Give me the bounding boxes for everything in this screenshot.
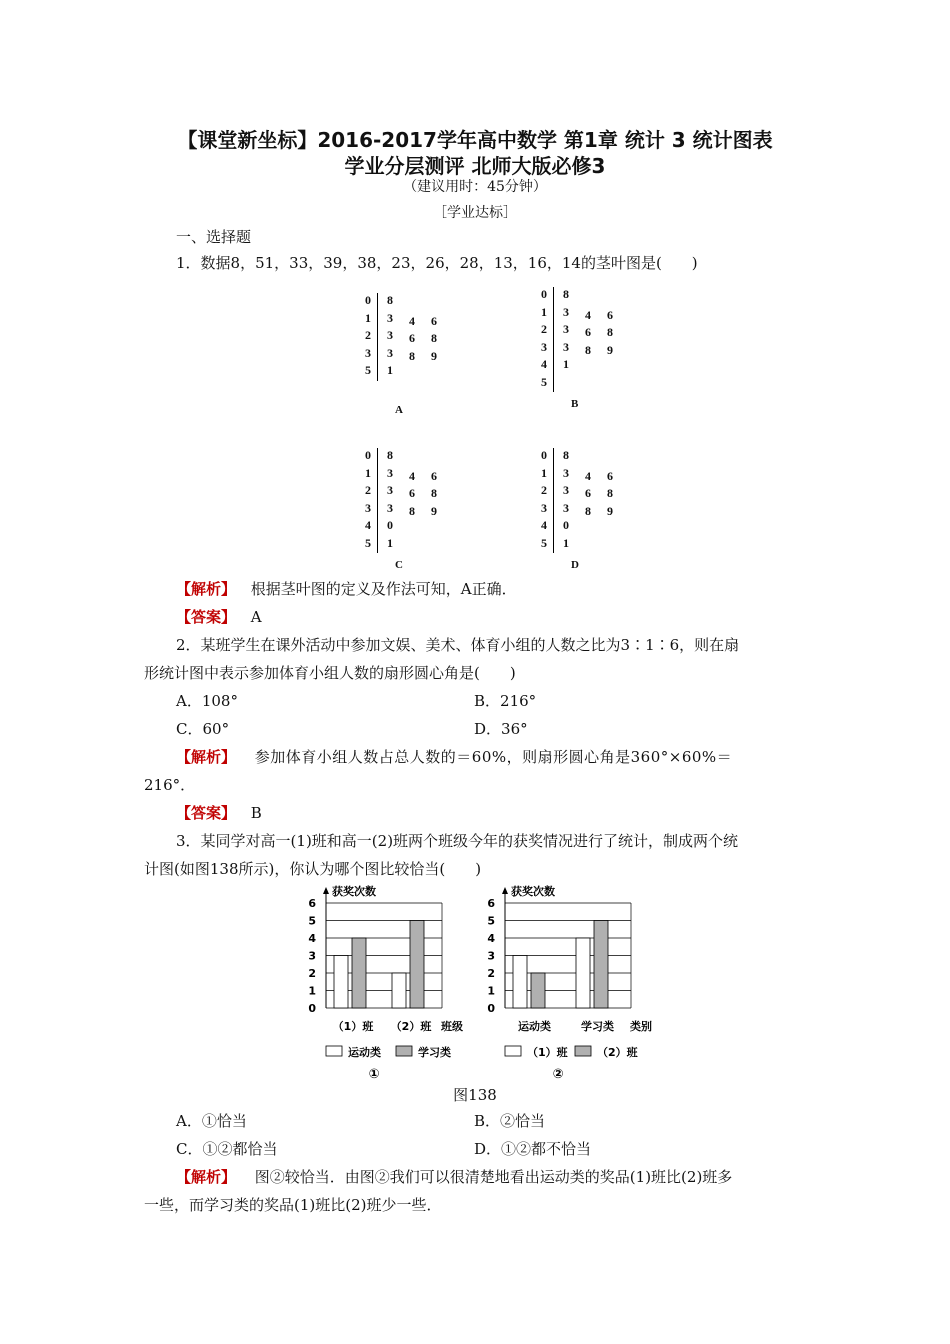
leaf-value: 3 — [563, 304, 569, 319]
diagram-label: C — [395, 559, 403, 571]
bar-series1 — [392, 973, 406, 1008]
diagram-label: B — [571, 398, 579, 410]
leaf-value: 9 — [431, 503, 437, 518]
stem-value: 4 — [541, 357, 547, 371]
q2-stem-line1: 2．某班学生在课外活动中参加文娱、美术、体育小组的人数之比为3∶1∶6，则在扇 — [176, 636, 740, 654]
leaf-value: 8 — [409, 348, 415, 363]
y-axis-arrow — [323, 887, 329, 894]
legend-label: 学习类 — [418, 1046, 451, 1059]
leaf-value: 3 — [387, 465, 393, 480]
y-tick-label: 3 — [308, 949, 316, 963]
figure-caption: 图138 — [453, 1086, 497, 1104]
analysis-text: 根据茎叶图的定义及作法可知，A正确． — [250, 580, 517, 598]
y-tick-label: 0 — [308, 1002, 316, 1015]
leaf-value: 8 — [431, 486, 437, 500]
q2-stem-line2: 形统计图中表示参加体育小组人数的扇形圆心角是( ) — [144, 664, 516, 682]
leaf-value: 9 — [431, 348, 437, 363]
bar-series2 — [531, 973, 545, 1008]
leaf-value: 3 — [387, 328, 393, 342]
answer-tag: 【答案】 — [176, 608, 237, 626]
leaf-value: 1 — [387, 535, 393, 550]
leaf-value: 3 — [387, 500, 393, 515]
leaf-value: 8 — [563, 448, 569, 462]
leaf-value: 4 — [585, 468, 591, 483]
leaf-value: 8 — [387, 293, 393, 307]
y-axis-label: 获奖次数 — [511, 885, 555, 898]
q3-analysis — [176, 1166, 732, 1187]
y-tick-label: 6 — [487, 897, 495, 910]
leaf-value: 3 — [387, 310, 393, 325]
stem-value: 2 — [365, 483, 371, 497]
q2-option-c: C．60° — [176, 720, 230, 738]
leaf-value: 6 — [607, 468, 613, 483]
legend-swatch — [326, 1046, 342, 1056]
leaf-value: 6 — [409, 331, 415, 345]
leaf-value: 3 — [563, 500, 569, 515]
q2-option-b: B．216° — [474, 692, 537, 710]
stem-value: 0 — [541, 287, 547, 301]
stem-value: 5 — [541, 535, 547, 550]
x-axis-label: 类别 — [630, 1020, 652, 1033]
y-tick-label: 2 — [308, 967, 316, 980]
stem-value: 1 — [365, 310, 371, 325]
analysis-tag: 【解析】 — [176, 580, 237, 598]
y-tick-label: 6 — [308, 897, 316, 910]
q2-analysis — [176, 746, 732, 767]
leaf-value: 1 — [563, 535, 569, 550]
bar-series2 — [410, 921, 424, 1009]
q3-analysis-line2: 一些，而学习类的奖品(1)班比(2)班少一些． — [144, 1196, 442, 1214]
leaf-value: 8 — [607, 486, 613, 500]
leaf-value: 6 — [585, 486, 591, 500]
y-tick-label: 1 — [487, 984, 495, 998]
leaf-value: 4 — [409, 468, 415, 483]
leaf-value: 8 — [387, 448, 393, 462]
q3-option-a: A．①恰当 — [176, 1112, 247, 1130]
q3-option-b: B．②恰当 — [474, 1112, 546, 1130]
leaf-value: 6 — [585, 325, 591, 339]
stem-value: 5 — [365, 535, 371, 550]
legend-label: 运动类 — [348, 1046, 381, 1059]
leaf-value: 8 — [585, 342, 591, 357]
analysis-text: 参加体育小组人数占总人数的＝60%，则扇形圆心角是360°×60%＝ — [254, 748, 733, 766]
bar-series1 — [513, 956, 527, 1009]
stem-value: 2 — [541, 483, 547, 497]
stem-value: 3 — [541, 500, 547, 515]
leaf-value: 3 — [387, 483, 393, 497]
award-charts — [300, 880, 680, 1080]
legend-label: （1）班 — [527, 1046, 568, 1059]
stem-value: 1 — [365, 465, 371, 480]
x-axis-label: 班级 — [441, 1020, 463, 1033]
leaf-value: 3 — [563, 322, 569, 336]
q1-stem: 1．数据8，51，33，39，38，23，26，28，13，16，14的茎叶图是( ) — [176, 254, 698, 272]
stem-value: 0 — [365, 293, 371, 307]
q2-option-a: A．108° — [176, 692, 238, 710]
document-title-line2: 学业分层测评 北师大版必修3 — [344, 154, 606, 178]
stem-value: 4 — [541, 518, 547, 532]
stem-value: 0 — [365, 448, 371, 462]
q3-stem-line2: 计图(如图138所示)，你认为哪个图比较恰当( ) — [144, 860, 482, 878]
x-category-label: 运动类 — [518, 1020, 551, 1033]
stem-value: 2 — [365, 328, 371, 342]
stem-divider — [553, 287, 554, 392]
q3-option-d: D．①②都不恰当 — [474, 1140, 592, 1158]
answer-text: A — [250, 608, 262, 626]
y-tick-label: 0 — [487, 1002, 495, 1015]
leaf-value: 8 — [607, 325, 613, 339]
document-title-line1: 【课堂新坐标】2016-2017学年高中数学 第1章 统计 3 统计图表 — [177, 128, 773, 152]
legend-swatch — [396, 1046, 412, 1056]
y-tick-label: 2 — [487, 967, 495, 980]
q1-answer — [176, 606, 262, 627]
leaf-value: 4 — [409, 313, 415, 328]
stem-divider — [377, 448, 378, 553]
stem-value: 2 — [541, 322, 547, 336]
stem-value: 3 — [541, 339, 547, 354]
bar-series2 — [352, 938, 366, 1008]
leaf-value: 3 — [563, 483, 569, 497]
q3-stem-line1: 3．某同学对高一(1)班和高一(2)班两个班级今年的获奖情况进行了统计，制成两个统 — [176, 832, 739, 850]
leaf-value: 3 — [387, 345, 393, 360]
figure-label: ② — [552, 1067, 564, 1080]
q2-option-d: D．36° — [474, 720, 528, 738]
leaf-value: 3 — [563, 339, 569, 354]
time-note: （建议用时：45分钟） — [403, 179, 547, 195]
q2-analysis-line2: 216°． — [144, 776, 196, 794]
section-heading: 一、选择题 — [176, 228, 252, 246]
bar-series2 — [594, 921, 608, 1009]
y-tick-label: 1 — [308, 984, 316, 998]
bar-series1 — [576, 938, 590, 1008]
figure-label: ① — [368, 1067, 380, 1080]
analysis-text: 图②较恰当．由图②我们可以很清楚地看出运动类的奖品(1)班比(2)班多 — [254, 1168, 733, 1186]
legend-label: （2）班 — [597, 1046, 638, 1059]
answer-tag: 【答案】 — [176, 804, 237, 822]
stem-value: 5 — [365, 363, 371, 377]
y-tick-label: 5 — [308, 914, 316, 928]
leaf-value: 1 — [387, 363, 393, 377]
y-tick-label: 3 — [487, 949, 495, 963]
diagram-label: D — [571, 559, 579, 571]
leaf-value: 6 — [409, 486, 415, 500]
q1-analysis — [176, 578, 517, 599]
leaf-value: 9 — [607, 342, 613, 357]
x-category-label: （1）班 — [332, 1020, 374, 1033]
leaf-value: 0 — [563, 518, 569, 532]
leaf-value: 8 — [431, 331, 437, 345]
leaf-value: 6 — [431, 313, 437, 328]
section-tag: ［学业达标］ — [433, 205, 517, 221]
x-category-label: 学习类 — [581, 1020, 614, 1033]
stem-value: 4 — [365, 518, 371, 532]
y-tick-label: 5 — [487, 914, 495, 928]
leaf-value: 8 — [585, 503, 591, 518]
analysis-tag: 【解析】 — [176, 748, 237, 766]
stem-divider — [377, 293, 378, 381]
leaf-value: 6 — [431, 468, 437, 483]
leaf-value: 4 — [585, 307, 591, 322]
q3-option-c: C．①②都恰当 — [176, 1140, 278, 1158]
leaf-value: 6 — [607, 307, 613, 322]
y-tick-label: 4 — [308, 932, 316, 945]
answer-text: B — [250, 804, 262, 822]
stem-value: 1 — [541, 304, 547, 319]
y-axis-arrow — [502, 887, 508, 894]
leaf-value: 8 — [409, 503, 415, 518]
stem-value: 5 — [541, 374, 547, 389]
leaf-value: 1 — [563, 357, 569, 371]
y-tick-label: 4 — [487, 932, 495, 945]
leaf-value: 8 — [563, 287, 569, 301]
legend-swatch — [505, 1046, 521, 1056]
leaf-value: 0 — [387, 518, 393, 532]
q2-answer — [176, 802, 262, 823]
legend-swatch — [575, 1046, 591, 1056]
x-category-label: （2）班 — [390, 1020, 432, 1033]
y-axis-label: 获奖次数 — [332, 885, 376, 898]
stem-value: 3 — [365, 500, 371, 515]
stem-divider — [553, 448, 554, 553]
stem-value: 0 — [541, 448, 547, 462]
bar-series1 — [334, 956, 348, 1009]
leaf-value: 3 — [563, 465, 569, 480]
stem-value: 3 — [365, 345, 371, 360]
leaf-value: 9 — [607, 503, 613, 518]
analysis-tag: 【解析】 — [176, 1168, 237, 1186]
stem-value: 1 — [541, 465, 547, 480]
diagram-label: A — [395, 404, 403, 416]
